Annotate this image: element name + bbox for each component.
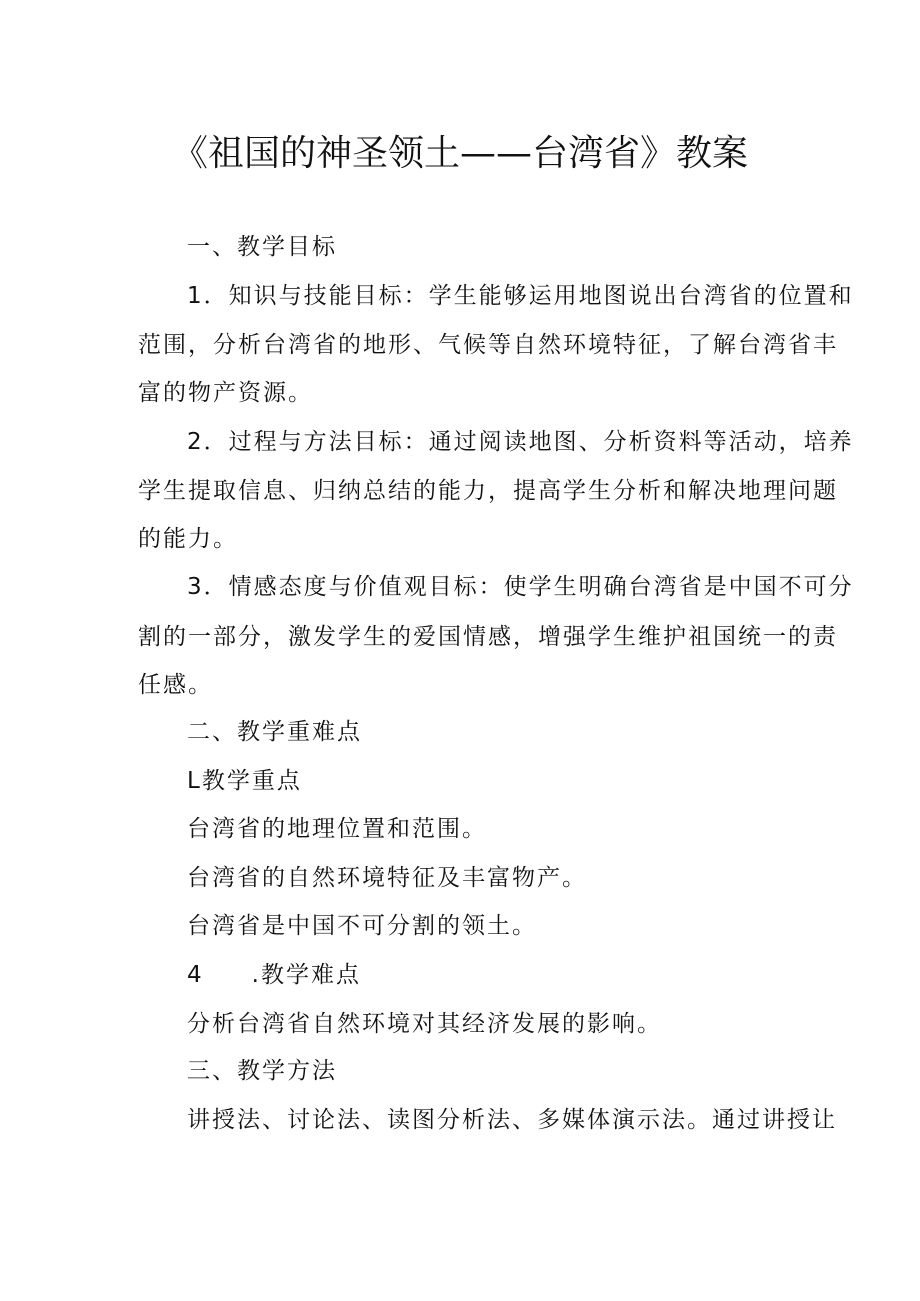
paragraph-line: 任感。 bbox=[138, 672, 213, 698]
list-item: 分析台湾省自然环境对其经济发展的影响。 bbox=[187, 1011, 662, 1037]
subsection-number: 4 bbox=[187, 962, 204, 988]
paragraph-line: 2．过程与方法目标：通过阅读地图、分析资料等活动，培养 bbox=[187, 429, 854, 455]
section-heading-key-points: 二、教学重难点 bbox=[187, 719, 362, 745]
list-item: 台湾省的自然环境特征及丰富物产。 bbox=[187, 865, 587, 891]
subsection-label: .教学难点 bbox=[251, 962, 361, 988]
list-item: 台湾省是中国不可分割的领土。 bbox=[187, 913, 537, 939]
section-heading-objectives: 一、教学目标 bbox=[187, 234, 337, 260]
paragraph-line: 1．知识与技能目标：学生能够运用地图说出台湾省的位置和 bbox=[187, 283, 854, 309]
document-title: 《祖国的神圣领土——台湾省》教案 bbox=[171, 133, 748, 174]
paragraph-line: 范围，分析台湾省的地形、气候等自然环境特征，了解台湾省丰 bbox=[138, 332, 838, 358]
paragraph-line: 讲授法、讨论法、读图分析法、多媒体演示法。通过讲授让 bbox=[187, 1107, 837, 1133]
section-heading-methods: 三、教学方法 bbox=[187, 1058, 337, 1084]
paragraph-line: 割的一部分，激发学生的爱国情感，增强学生维护祖国统一的责 bbox=[138, 624, 838, 650]
subsection-heading: L教学重点 bbox=[187, 768, 302, 794]
paragraph-line: 的能力。 bbox=[138, 526, 238, 552]
subsection-heading bbox=[187, 960, 361, 990]
list-item: 台湾省的地理位置和范围。 bbox=[187, 816, 487, 842]
paragraph-line: 3．情感态度与价值观目标：使学生明确台湾省是中国不可分 bbox=[187, 574, 854, 600]
paragraph-line: 富的物产资源。 bbox=[138, 380, 313, 406]
paragraph-line: 学生提取信息、归纳总结的能力，提高学生分析和解决地理问题 bbox=[138, 478, 838, 504]
